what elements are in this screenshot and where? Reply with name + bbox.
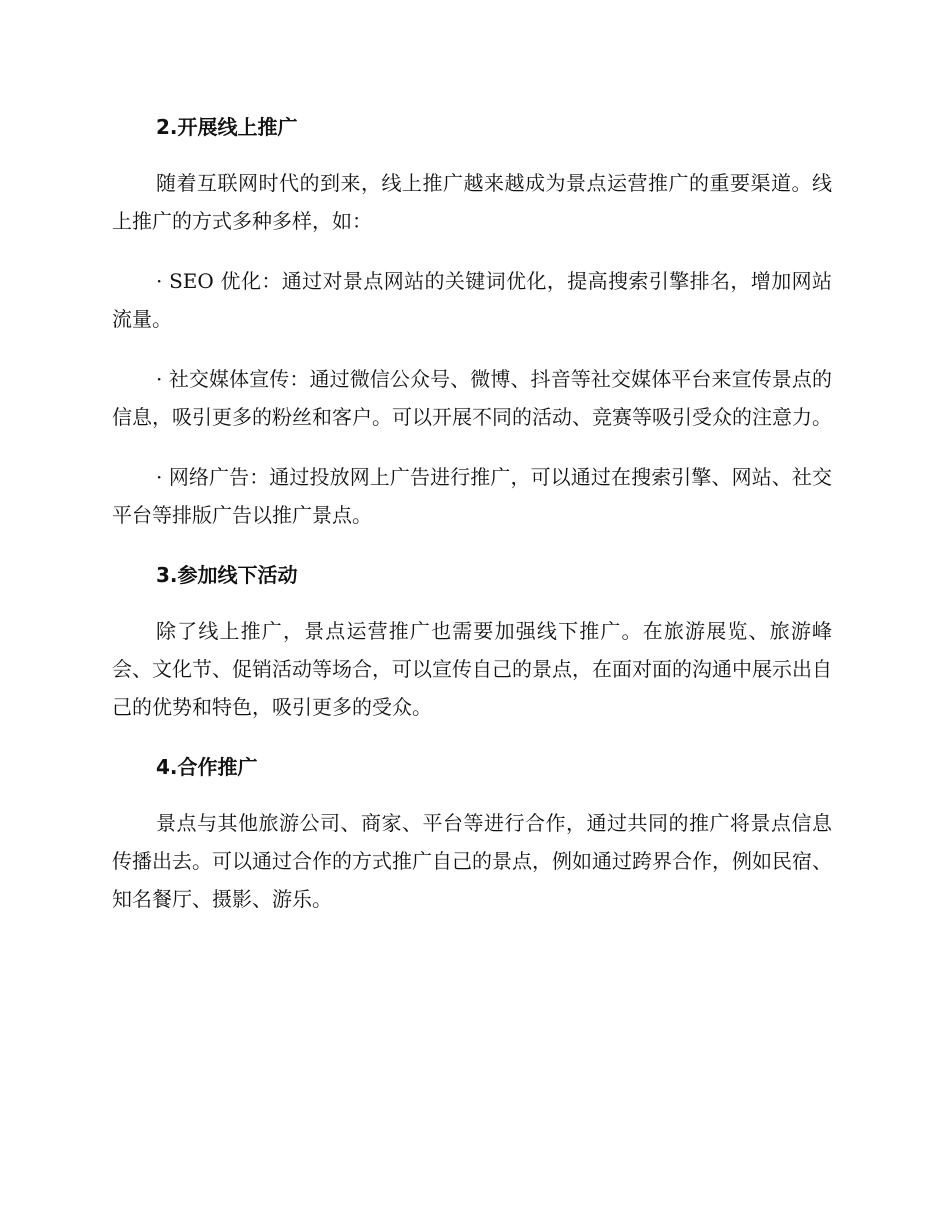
section-heading-offline-events: 3.参加线下活动 [156,563,298,587]
bullet-seo: · SEO 优化：通过对景点网站的关键词优化，提高搜索引擎排名，增加网站流量。 [112,269,832,331]
section-heading-cooperation: 4.合作推广 [156,755,258,779]
bullet-social-media: · 社交媒体宣传：通过微信公众号、微博、抖音等社交媒体平台来宣传景点的信息，吸引更多的粉丝和客户。可以开展不同的活动、竞赛等吸引受众的注意力。 [112,367,832,429]
paragraph-cooperation: 景点与其他旅游公司、商家、平台等进行合作，通过共同的推广将景点信息传播出去。可以通过合作的方式推广自己的景点，例如通过跨界合作，例如民宿、知名餐厅、摄影、游乐。 [112,811,832,911]
paragraph-offline: 除了线上推广，景点运营推广也需要加强线下推广。在旅游展览、旅游峰会、文化节、促销活动等场合，可以宣传自己的景点，在面对面的沟通中展示出自己的优势和特色，吸引更多的受众。 [112,619,832,719]
bullet-online-ads: · 网络广告：通过投放网上广告进行推广，可以通过在搜索引擎、网站、社交平台等排版广告以推广景点。 [112,465,832,527]
section-heading-online-promotion: 2.开展线上推广 [156,115,298,139]
document-body [112,108,832,918]
paragraph-online-intro: 随着互联网时代的到来，线上推广越来越成为景点运营推广的重要渠道。线上推广的方式多种多样，如： [112,171,832,233]
